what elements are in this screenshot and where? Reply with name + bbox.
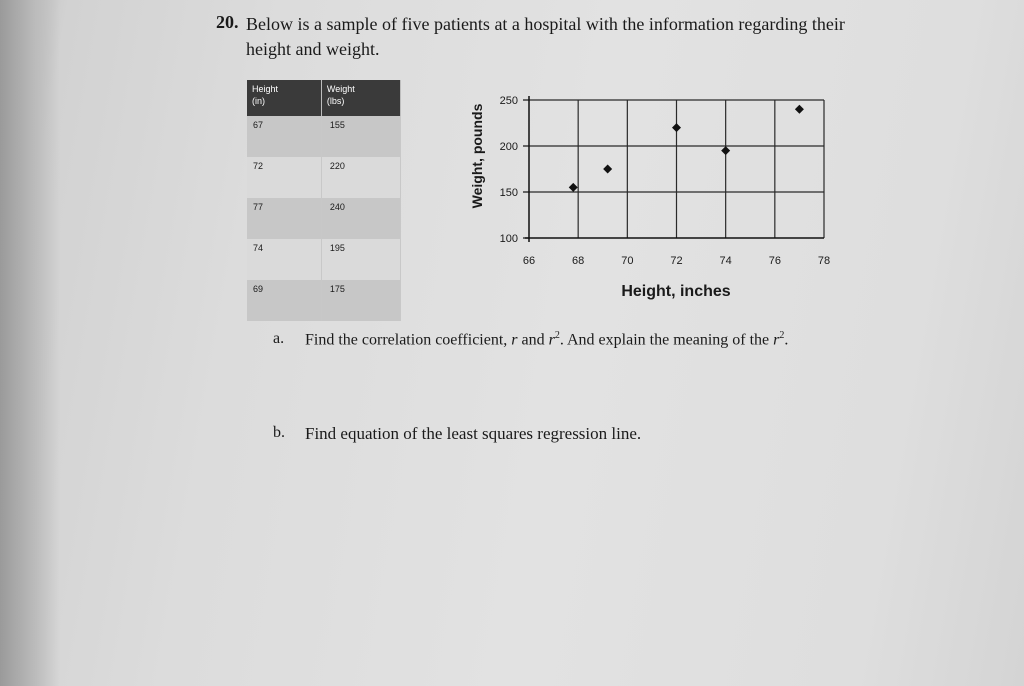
question-line-2: height and weight. xyxy=(246,39,380,59)
table-row xyxy=(247,198,401,239)
data-table xyxy=(247,80,401,321)
height-cell: 74 xyxy=(247,239,321,280)
weight-cell: 220 xyxy=(321,157,400,198)
question-line-1: Below is a sample of five patients at a hospital with the information regarding their xyxy=(246,14,845,34)
part-a-and: and xyxy=(521,331,545,349)
scatter-chart xyxy=(455,82,855,302)
table-row xyxy=(247,116,401,157)
header-weight-unit: (lbs) xyxy=(326,96,345,106)
header-height-label: Height xyxy=(252,84,279,94)
y-tick-label: 150 xyxy=(499,187,518,199)
header-height xyxy=(247,80,321,116)
part-a-text-2: . And explain the meaning of the xyxy=(559,331,770,349)
height-cell: 67 xyxy=(247,116,321,157)
part-a-sq2: 2 xyxy=(779,330,785,341)
question-text xyxy=(246,12,906,62)
part-a-text-1: Find the correlation coefficient, xyxy=(305,331,508,349)
header-weight xyxy=(321,80,400,116)
weight-cell: 155 xyxy=(321,116,400,157)
part-a-r3: r xyxy=(773,331,780,349)
weight-cell: 175 xyxy=(321,280,400,321)
part-b-label: b. xyxy=(273,424,285,441)
table-row xyxy=(247,157,401,198)
header-weight-label: Weight xyxy=(326,84,355,94)
table-row xyxy=(247,239,401,280)
part-a-end: . xyxy=(784,331,789,349)
x-tick-label: 68 xyxy=(572,255,585,267)
question-number: 20. xyxy=(216,12,239,32)
chart-ticks xyxy=(500,95,830,267)
y-axis-label: Weight, pounds xyxy=(469,103,485,209)
part-a-label: a. xyxy=(273,330,285,347)
page-shadow xyxy=(0,0,60,686)
x-axis-label: Height, inches xyxy=(621,283,731,300)
part-a-r: r xyxy=(511,331,518,349)
weight-cell: 240 xyxy=(321,198,400,239)
height-cell: 69 xyxy=(247,280,321,321)
chart-axes xyxy=(525,96,824,242)
data-point xyxy=(603,165,612,174)
data-point xyxy=(569,183,578,192)
data-point xyxy=(672,123,681,132)
part-a-r2: r xyxy=(548,331,555,349)
x-tick-label: 74 xyxy=(719,255,732,267)
part-a-sq: 2 xyxy=(554,330,560,341)
y-tick-label: 100 xyxy=(499,233,518,245)
x-tick-label: 76 xyxy=(768,255,781,267)
table-header-row xyxy=(247,80,401,116)
x-tick-label: 72 xyxy=(670,255,683,267)
data-point xyxy=(721,146,730,155)
x-tick-label: 78 xyxy=(817,255,831,267)
weight-cell: 195 xyxy=(321,239,400,280)
x-tick-label: 66 xyxy=(522,255,536,267)
height-cell: 72 xyxy=(247,157,321,198)
data-point xyxy=(795,105,804,114)
height-cell: 77 xyxy=(247,198,321,239)
chart-points xyxy=(569,105,804,192)
part-a-text xyxy=(305,330,788,349)
y-tick-label: 250 xyxy=(499,95,518,107)
header-height-unit: (in) xyxy=(252,96,265,106)
x-tick-label: 70 xyxy=(621,255,634,267)
part-b-text: Find equation of the least squares regression line. xyxy=(305,424,642,443)
y-tick-label: 200 xyxy=(499,141,518,153)
table-row xyxy=(247,280,401,321)
chart-grid xyxy=(529,100,824,238)
